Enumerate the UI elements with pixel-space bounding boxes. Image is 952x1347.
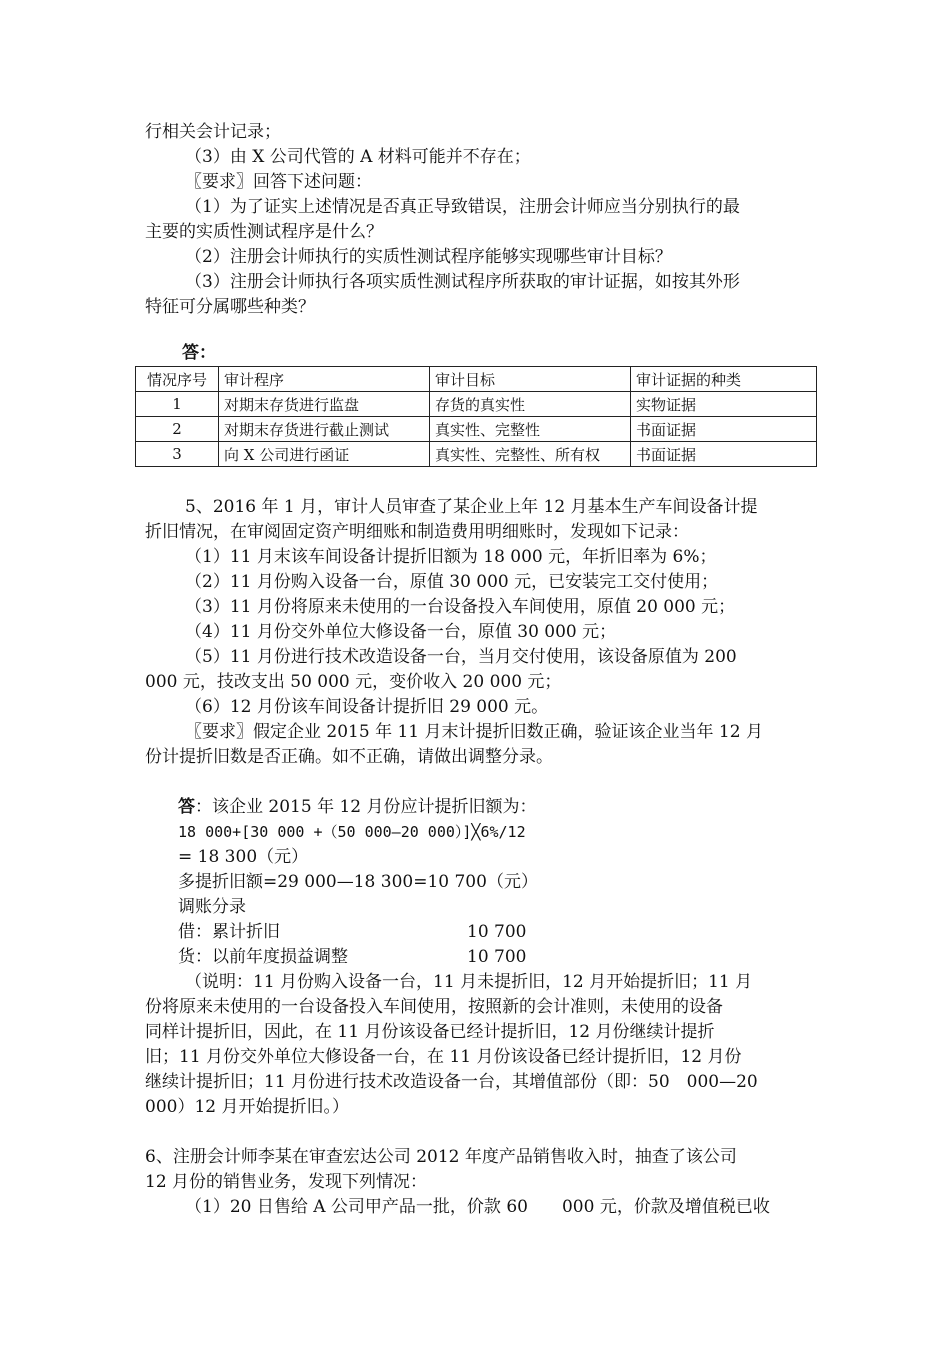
text-line: 旧；11 月份交外单位大修设备一台，在 11 月份该设备已经计提折旧，12 月份 xyxy=(145,1047,742,1067)
text-line: （4）11 月份交外单位大修设备一台，原值 30 000 元； xyxy=(185,622,617,642)
text-line: 主要的实质性测试程序是什么？ xyxy=(145,222,383,242)
text-line: 12 月份的销售业务，发现下列情况： xyxy=(145,1172,428,1192)
text-line: 行相关会计记录； xyxy=(145,122,281,142)
text-line: （5）11 月份进行技术改造设备一台，当月交付使用，该设备原值为 200 xyxy=(185,647,737,667)
text-line: （3）11 月份将原来未使用的一台设备投入车间使用，原值 20 000 元； xyxy=(185,597,736,617)
text-line: 调账分录 xyxy=(178,897,246,917)
column-header: 情况序号 xyxy=(136,367,219,392)
text-line: 5、2016 年 1 月，审计人员审查了某企业上年 12 月基本生产车间设备计提 xyxy=(185,497,758,517)
text-line: 〖要求〗回答下述问题： xyxy=(185,172,372,192)
table-cell: 1 xyxy=(136,392,219,417)
credit-entry-amount: 10 700 xyxy=(467,947,527,967)
table-cell: 真实性、完整性、所有权 xyxy=(430,442,631,467)
text-line: 6、注册会计师李某在审查宏达公司 2012 年度产品销售收入时，抽查了该公司 xyxy=(145,1147,737,1167)
table-row xyxy=(136,392,817,417)
text-line: （说明：11 月份购入设备一台，11 月未提折旧，12 月开始提折旧；11 月 xyxy=(185,972,753,992)
text-line: （2）注册会计师执行的实质性测试程序能够实现哪些审计目标？ xyxy=(185,247,672,267)
answer-intro-line xyxy=(178,795,537,820)
table-cell: 真实性、完整性 xyxy=(430,417,631,442)
debit-entry-label: 借：累计折旧 xyxy=(178,922,280,942)
text-line: （2）11 月份购入设备一台，原值 30 000 元，已安装完工交付使用； xyxy=(185,572,719,592)
table-cell: 3 xyxy=(136,442,219,467)
table-cell: 向 X 公司进行函证 xyxy=(219,442,430,467)
text-line: （1）为了证实上述情况是否真正导致错误，注册会计师应当分别执行的最 xyxy=(185,197,740,217)
text-line: 多提折旧额=29 000—18 300=10 700（元） xyxy=(178,872,538,892)
table-cell: 2 xyxy=(136,417,219,442)
text-line: （3）注册会计师执行各项实质性测试程序所获取的审计证据，如按其外形 xyxy=(185,272,740,292)
text-line: 继续计提折旧；11 月份进行技术改造设备一台，其增值部份（即：50 000—20 xyxy=(145,1072,758,1092)
table-cell: 书面证据 xyxy=(631,417,817,442)
table-cell: 对期末存货进行截止测试 xyxy=(219,417,430,442)
table-row xyxy=(136,417,817,442)
column-header: 审计目标 xyxy=(430,367,631,392)
table-cell: 书面证据 xyxy=(631,442,817,467)
text-line: 份计提折旧数是否正确。如不正确，请做出调整分录。 xyxy=(145,747,553,767)
text-line: （6）12 月份该车间设备计提折旧 29 000 元。 xyxy=(185,697,549,717)
table-cell: 对期末存货进行监盘 xyxy=(219,392,430,417)
table-row xyxy=(136,442,817,467)
text-line: 折旧情况，在审阅固定资产明细账和制造费用明细账时，发现如下记录： xyxy=(145,522,689,542)
answer-label: 答 xyxy=(178,797,195,817)
text-line: （3）由 X 公司代管的 A 材料可能并不存在； xyxy=(185,147,531,167)
text-line: （1）11 月末该车间设备计提折旧额为 18 000 元，年折旧率为 6%； xyxy=(185,547,717,567)
text-line: 000 元，技改支出 50 000 元，变价收入 20 000 元； xyxy=(145,672,562,692)
formula-line: 18 000+[30 000 +（50 000—20 000）]╳6%/12 xyxy=(178,823,526,841)
text-line: 000）12 月开始提折旧。） xyxy=(145,1097,349,1117)
table-header-row xyxy=(136,367,817,392)
text-line: 〖要求〗假定企业 2015 年 11 月末计提折旧数正确，验证该企业当年 12 月 xyxy=(185,722,763,742)
table-cell: 存货的真实性 xyxy=(430,392,631,417)
column-header: 审计程序 xyxy=(219,367,430,392)
answer-label: 答： xyxy=(182,343,216,363)
text-line: 特征可分属哪些种类？ xyxy=(145,297,315,317)
credit-entry-label: 货：以前年度损益调整 xyxy=(178,947,348,967)
answer-intro-text: ：该企业 2015 年 12 月份应计提折旧额为： xyxy=(195,797,537,817)
column-header: 审计证据的种类 xyxy=(631,367,817,392)
text-line: （1）20 日售给 A 公司甲产品一批，价款 60 000 元，价款及增值税已收 xyxy=(185,1197,770,1217)
text-line: = 18 300（元） xyxy=(178,847,309,867)
debit-entry-amount: 10 700 xyxy=(467,922,527,942)
table-cell: 实物证据 xyxy=(631,392,817,417)
audit-table xyxy=(135,366,817,467)
text-line: 同样计提折旧，因此，在 11 月份该设备已经计提折旧，12 月份继续计提折 xyxy=(145,1022,715,1042)
text-line: 份将原来未使用的一台设备投入车间使用，按照新的会计准则，未使用的设备 xyxy=(145,997,723,1017)
